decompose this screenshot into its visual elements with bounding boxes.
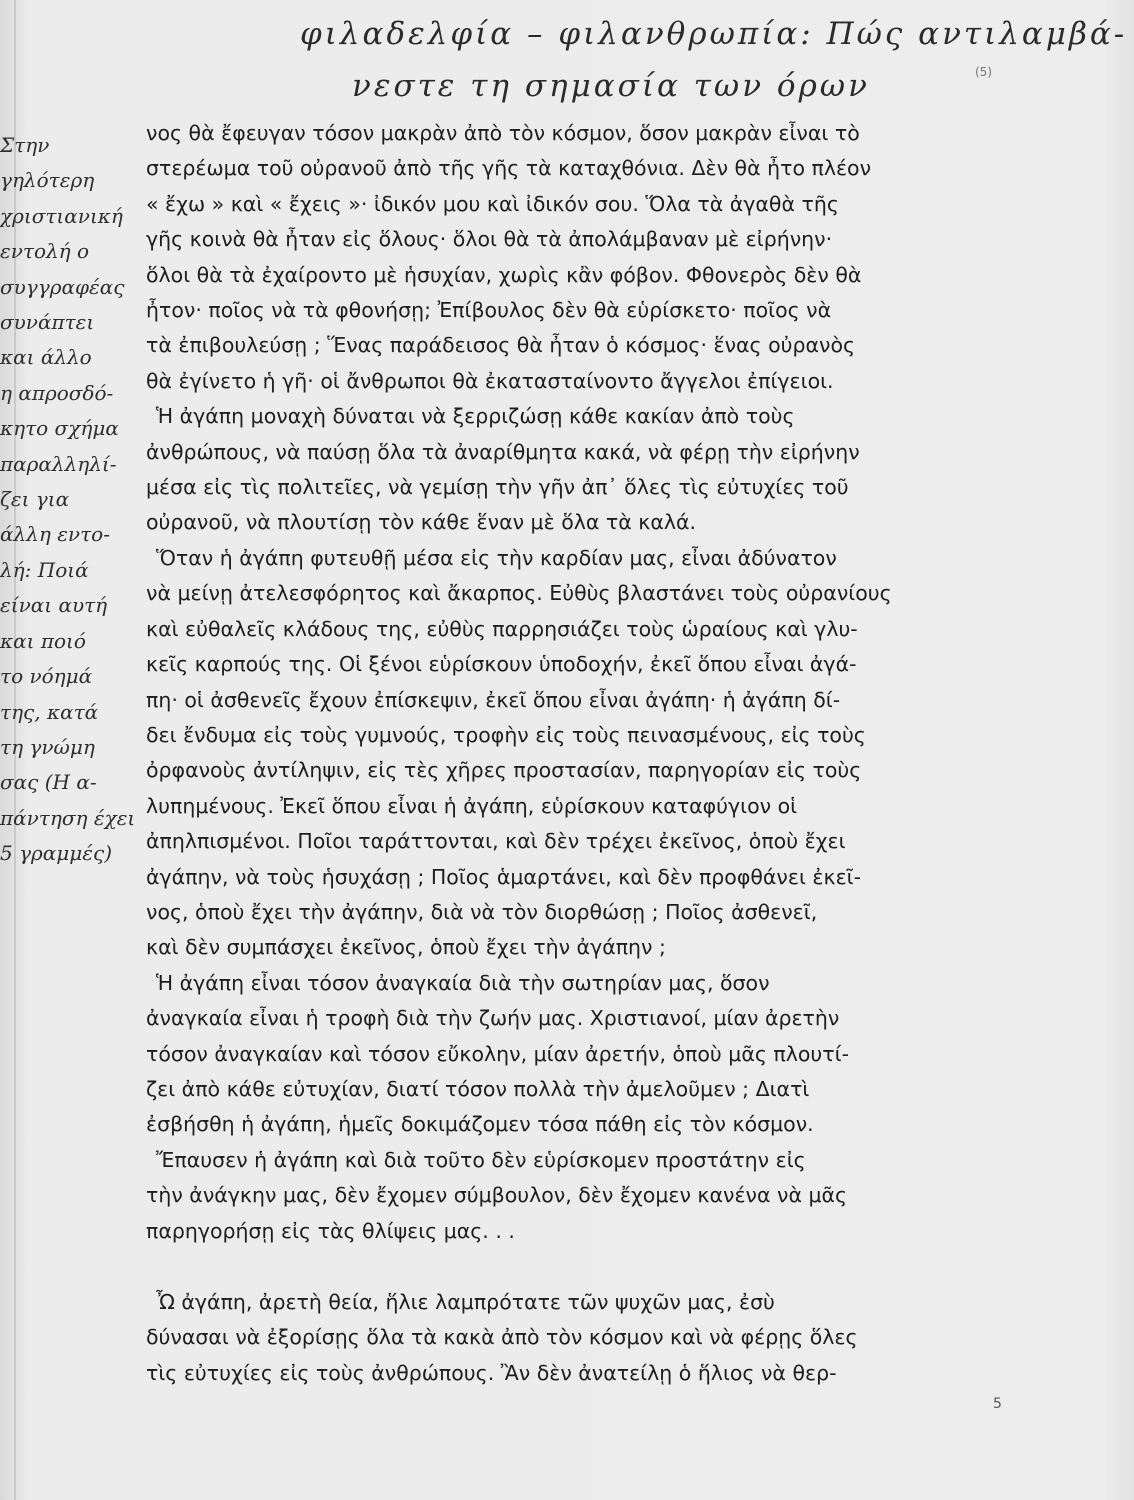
text-line: γῆς κοινὰ θὰ ἦταν εἰς ὅλους· ὅλοι θὰ τὰ ἀπολάμβαναν μὲ εἰρήνην· xyxy=(146,227,833,252)
text-line: λυπημένους. Ἐκεῖ ὅπου εἶναι ἡ ἀγάπη, εὑρίσκουν καταφύγιον οἱ xyxy=(146,793,798,818)
margin-note-line: και άλλο xyxy=(0,345,92,370)
text-line: ἐσβήσθη ἡ ἀγάπη, ἡμεῖς δοκιμάζομεν τόσα πάθη εἰς τὸν κόσμον. xyxy=(146,1112,814,1137)
margin-note-line: σας (Η α- xyxy=(0,770,97,795)
text-line: τόσον ἀναγκαίαν καὶ τόσον εὔκολην, μίαν ἀρετήν, ὁποὺ μᾶς πλουτί- xyxy=(146,1041,849,1066)
text-line: τὶς εὐτυχίες εἰς τοὺς ἀνθρώπους. Ἂν δὲν ἀνατείλῃ ὁ ἥλιος νὰ θερ- xyxy=(146,1360,837,1385)
text-line: θὰ ἐγίνετο ἡ γῆ· οἱ ἄνθρωποι θὰ ἐκατασταίνοντο ἄγγελοι ἐπίγειοι. xyxy=(146,368,834,393)
text-line: Ἔπαυσεν ἡ ἀγάπη καὶ διὰ τοῦτο δὲν εὑρίσκομεν προστάτην εἰς xyxy=(156,1147,806,1172)
text-line: ζει ἀπὸ κάθε εὐτυχίαν, διατί τόσον πολλὰ τὴν ἀμελοῦμεν ; Διατὶ xyxy=(146,1076,810,1101)
text-line: κεῖς καρπούς της. Οἱ ξένοι εὑρίσκουν ὑποδοχήν, ἐκεῖ ὅπου εἶναι ἀγά- xyxy=(146,652,857,677)
margin-note-line: 5 γραμμές) xyxy=(0,841,113,866)
margin-note-line: συνάπτει xyxy=(0,310,95,335)
handwritten-margin-note xyxy=(0,128,160,872)
margin-note-line: η απροσδό- xyxy=(0,380,114,405)
text-line: νος θὰ ἔφευγαν τόσον μακρὰν ἀπὸ τὸν κόσμον, ὅσον μακρὰν εἶναι τὸ xyxy=(146,121,860,145)
text-line: τὰ ἐπιβουλεύσῃ ; Ἕνας παράδεισος θὰ ἦταν ὁ κόσμος· ἕνας οὐρανὸς xyxy=(146,333,856,358)
margin-note-line: εντολή ο xyxy=(0,239,90,264)
text-line: ὅλοι θὰ τὰ ἐχαίροντο μὲ ἡσυχίαν, χωρὶς κἂν φόβον. Φθονερὸς δὲν θὰ xyxy=(146,262,862,287)
text-line: « ἔχω » καὶ « ἔχεις »· ἰδικόν μου καὶ ἰδικόν σου. Ὅλα τὰ ἀγαθὰ τῆς xyxy=(146,191,839,216)
text-line: ὀρφανοὺς ἀντίληψιν, εἰς τὲς χῆρες προστασίαν, παρηγορίαν εἰς τοὺς xyxy=(146,758,862,783)
margin-note-line: κητο σχήμα xyxy=(0,416,119,441)
text-line: δει ἔνδυμα εἰς τοὺς γυμνούς, τροφὴν εἰς τοὺς πεινασμένους, εἰς τοὺς xyxy=(146,722,866,747)
text-line: μέσα εἰς τὶς πολιτεῖες, νὰ γεμίσῃ τὴν γῆν ἀπ᾿ ὅλες τὶς εὐτυχίες τοῦ xyxy=(146,475,849,500)
page-mark: (5) xyxy=(975,65,992,79)
margin-note-line: το νόημά xyxy=(0,664,93,689)
paragraph-gap xyxy=(146,1249,1006,1285)
handwritten-question-line-1: φιλαδελφία – φιλανθρωπία: Πώς αντιλαμβά- xyxy=(300,16,1128,52)
handwritten-question-line-2: νεστε τη σημασία των όρων xyxy=(352,68,870,104)
text-line: παρηγορήσῃ εἰς τὰς θλίψεις μας. . . xyxy=(146,1218,515,1243)
margin-note-line: πάντηση έχει xyxy=(0,805,136,830)
text-line: νὰ μείνῃ ἀτελεσφόρητος καὶ ἄκαρπος. Εὐθὺς βλαστάνει τοὺς οὐρανίους xyxy=(146,581,892,606)
margin-note-line: της, κατά xyxy=(0,699,99,724)
printed-passage xyxy=(146,116,1006,1391)
text-line: ἀπηλπισμένοι. Ποῖοι ταράττονται, καὶ δὲν τρέχει ἐκεῖνος, ὁποὺ ἔχει xyxy=(146,829,846,854)
text-line: Ἡ ἀγάπη μοναχὴ δύναται νὰ ξερριζώσῃ κάθε κακίαν ἀπὸ τοὺς xyxy=(156,404,795,429)
text-line: πη· οἱ ἀσθενεῖς ἔχουν ἐπίσκεψιν, ἐκεῖ ὅπου εἶναι ἀγάπη· ἡ ἀγάπη δί- xyxy=(146,687,841,712)
margin-note-line: χριστιανική xyxy=(0,203,123,228)
margin-note-line: τη γνώμη xyxy=(0,734,95,759)
text-line: Ὅταν ἡ ἀγάπη φυτευθῇ μέσα εἰς τὴν καρδίαν μας, εἶναι ἀδύνατον xyxy=(156,545,837,570)
text-line: ἦτον· ποῖος νὰ τὰ φθονήσῃ; Ἐπίβουλος δὲν θὰ εὑρίσκετο· ποῖος νὰ xyxy=(146,298,832,323)
margin-note-line: παραλληλί- xyxy=(0,451,117,476)
text-line: ἀναγκαία εἶναι ἡ τροφὴ διὰ τὴν ζωήν μας. Χριστιανοί, μίαν ἀρετὴν xyxy=(146,1006,840,1031)
margin-note-line: γηλότερη xyxy=(0,168,95,193)
margin-note-line: Στην xyxy=(0,133,50,157)
margin-note-line: και ποιό xyxy=(0,628,86,653)
margin-note-line: είναι αυτή xyxy=(0,593,108,618)
text-line: Ἡ ἀγάπη εἶναι τόσον ἀναγκαία διὰ τὴν σωτηρίαν μας, ὅσον xyxy=(156,970,770,995)
margin-note-line: ζει για xyxy=(0,487,70,512)
text-line: Ὦ ἀγάπη, ἀρετὴ θεία, ἥλιε λαμπρότατε τῶν ψυχῶν μας, ἐσὺ xyxy=(156,1290,775,1314)
text-line: καὶ εὐθαλεῖς κλάδους της, εὐθὺς παρρησιάζει τοὺς ὡραίους καὶ γλυ- xyxy=(146,616,858,641)
text-line: ἀγάπην, νὰ τοὺς ἡσυχάσῃ ; Ποῖος ἁμαρτάνει, καὶ δὲν προφθάνει ἐκεῖ- xyxy=(146,864,861,889)
page-number: 5 xyxy=(993,1396,1002,1412)
text-line: ἀνθρώπους, νὰ παύσῃ ὅλα τὰ ἀναρίθμητα κακά, νὰ φέρῃ τὴν εἰρήνην xyxy=(146,439,860,464)
margin-note-line: συγγραφέας xyxy=(0,274,125,299)
text-line: στερέωμα τοῦ οὐρανοῦ ἀπὸ τῆς γῆς τὰ καταχθόνια. Δὲν θὰ ἦτο πλέον xyxy=(146,156,872,181)
text-line: τὴν ἀνάγκην μας, δὲν ἔχομεν σύμβουλον, δὲν ἔχομεν κανένα νὰ μᾶς xyxy=(146,1183,848,1208)
text-line: καὶ δὲν συμπάσχει ἐκεῖνος, ὁποὺ ἔχει τὴν ἀγάπην ; xyxy=(146,935,666,960)
text-line: νος, ὁποὺ ἔχει τὴν ἀγάπην, διὰ νὰ τὸν διορθώσῃ ; Ποῖος ἀσθενεῖ, xyxy=(146,899,818,924)
margin-note-line: άλλη εντο- xyxy=(0,522,110,547)
margin-note-line: λή: Ποιά xyxy=(0,557,89,582)
text-line: οὐρανοῦ, νὰ πλουτίσῃ τὸν κάθε ἕναν μὲ ὅλα τὰ καλά. xyxy=(146,510,697,535)
text-line: δύνασαι νὰ ἐξορίσῃς ὅλα τὰ κακὰ ἀπὸ τὸν κόσμον καὶ νὰ φέρῃς ὅλες xyxy=(146,1325,858,1350)
